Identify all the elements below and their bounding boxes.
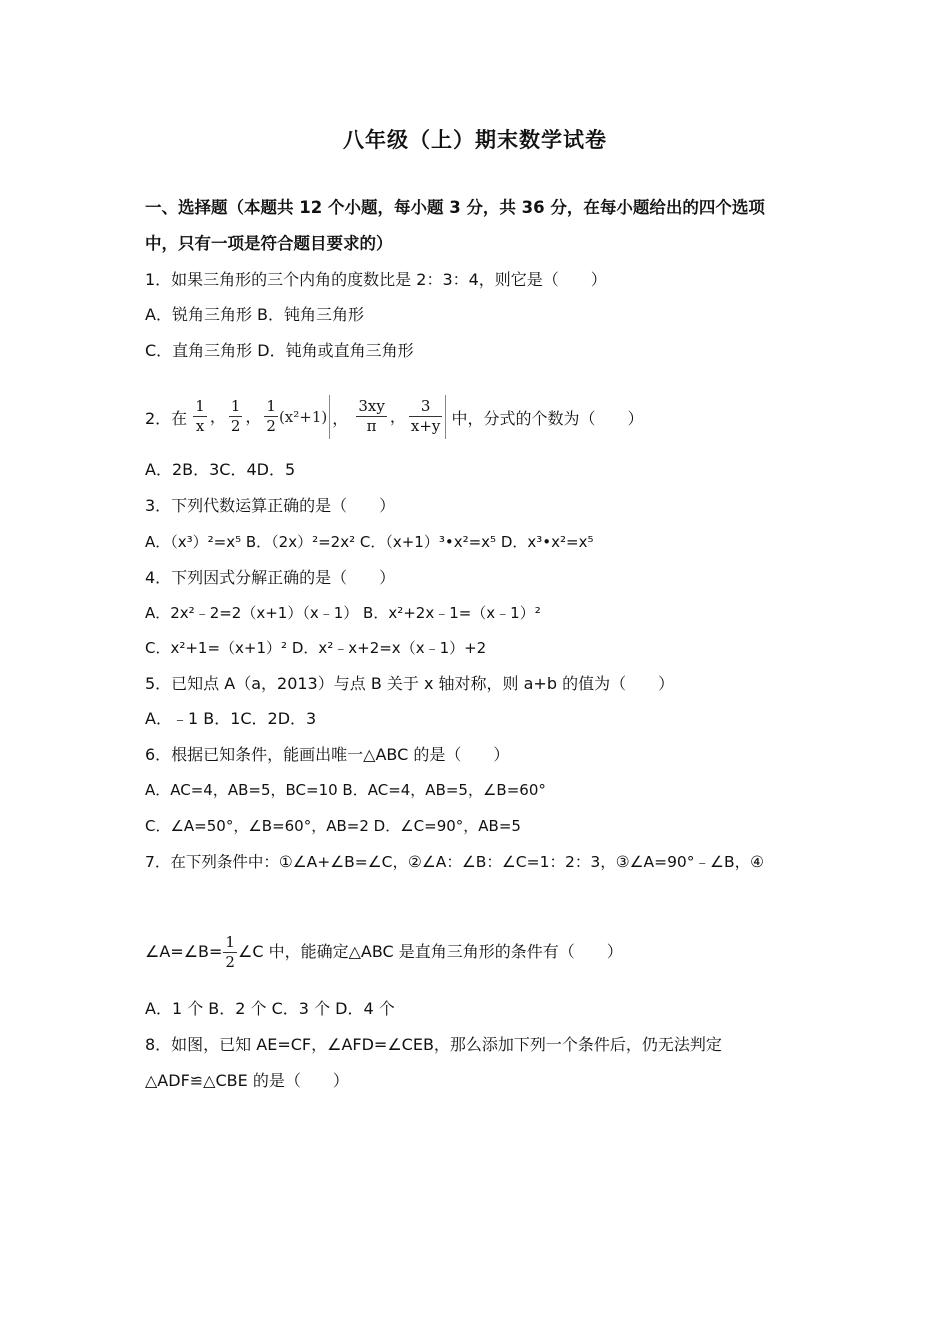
question-5-stem: 5．已知点 A（a，2013）与点 B 关于 x 轴对称，则 a+b 的值为（ ） <box>145 674 675 693</box>
question-7-line2-prefix: ∠A=∠B= <box>145 942 223 961</box>
question-7-line1: 7．在下列条件中：①∠A+∠B=∠C，②∠A：∠B：∠C=1：2：3，③∠A=90°﹣∠B，④ <box>145 853 764 871</box>
question-2-suffix: 中，分式的个数为（ ） <box>451 409 644 428</box>
question-6-options-ab: A．AC=4，AB=5，BC=10 B．AC=4，AB=5，∠B=60° <box>145 781 546 799</box>
fraction-half-x2-plus-1: $\frac{1}{2}$ <box>266 397 276 435</box>
question-1-options-cd: C．直角三角形 D．钝角或直角三角形 <box>145 341 414 360</box>
fraction-group-image: $\frac{1}{x}$ ， $\frac{1}{2}$ ， $\frac{1}{2}$ (x²+1) <box>192 395 330 439</box>
question-5-options: A．﹣1 B．1C．2D．3 <box>145 709 317 728</box>
fraction-one-half: $\frac{1}{2}$ <box>225 933 235 971</box>
question-1-stem: 1．如果三角形的三个内角的度数比是 2：3：4，则它是（ ） <box>145 270 607 289</box>
fraction-1-over-x: $\frac{1}{x}$ <box>195 397 205 435</box>
question-1-options-ab: A．锐角三角形 B．钝角三角形 <box>145 305 365 324</box>
fraction-1-over-2: $\frac{1}{2}$ <box>230 397 241 435</box>
fraction-3xy-over-pi: $\frac{3xy}{\pi}$ <box>358 397 385 435</box>
question-2-prefix: 2．在 <box>145 409 188 428</box>
page-title: 八年级（上）期末数学试卷 <box>343 128 607 152</box>
section-heading-line2: 中，只有一项是符合题目要求的） <box>145 234 393 253</box>
question-6-options-cd: C．∠A=50°，∠B=60°，AB=2 D．∠C=90°，AB=5 <box>145 817 521 835</box>
section-heading-line1: 一、选择题（本题共 12 个小题，每小题 3 分，共 36 分，在每小题给出的四个选项 <box>145 198 765 217</box>
expression-x2-plus-1: (x²+1) <box>278 407 328 426</box>
question-6-stem: 6．根据已知条件，能画出唯一△ABC 的是（ ） <box>145 745 510 764</box>
fraction-3-over-x-plus-y: $\frac{3}{x+y}$ <box>410 397 441 435</box>
question-7-line2 <box>145 930 825 980</box>
question-4-options-cd: C．x²+1=（x+1）² D．x²﹣x+2=x（x﹣1）+2 <box>145 639 487 657</box>
question-3-options: A．（x³）²=x⁵ B．（2x）²=2x² C．（x+1）³•x²=x⁵ D．x³•x²=x⁵ <box>145 533 594 551</box>
question-2-options: A．2B．3C．4D．5 <box>145 460 296 479</box>
question-3-stem: 3．下列代数运算正确的是（ ） <box>145 496 396 515</box>
question-4-stem: 4．下列因式分解正确的是（ ） <box>145 568 396 587</box>
question-8-line2: △ADF≌△CBE 的是（ ） <box>145 1071 349 1090</box>
fraction-group-image-2: $\frac{3xy}{\pi}$ ， $\frac{3}{x+y}$ <box>355 395 446 439</box>
question-7-options: A．1 个 B．2 个 C．3 个 D．4 个 <box>145 999 395 1018</box>
question-4-options-ab: A．2x²﹣2=2（x+1）（x﹣1） B．x²+2x﹣1=（x﹣1）² <box>145 604 541 622</box>
question-2-stem: 2．在 $\frac{1}{x}$ ， $\frac{1}{2}$ ， $\frac{1}{2}$ (x²+1) ， $\frac{3xy}{\pi}$ ， $\frac{3}{x+y}$ 中，分式的个数为（ ） <box>145 397 825 445</box>
question-7-line2-suffix: ∠C 中，能确定△ABC 是直角三角形的条件有（ ） <box>237 942 623 961</box>
question-8-line1: 8．如图，已知 AE=CF，∠AFD=∠CEB，那么添加下列一个条件后，仍无法判定 <box>145 1035 722 1054</box>
